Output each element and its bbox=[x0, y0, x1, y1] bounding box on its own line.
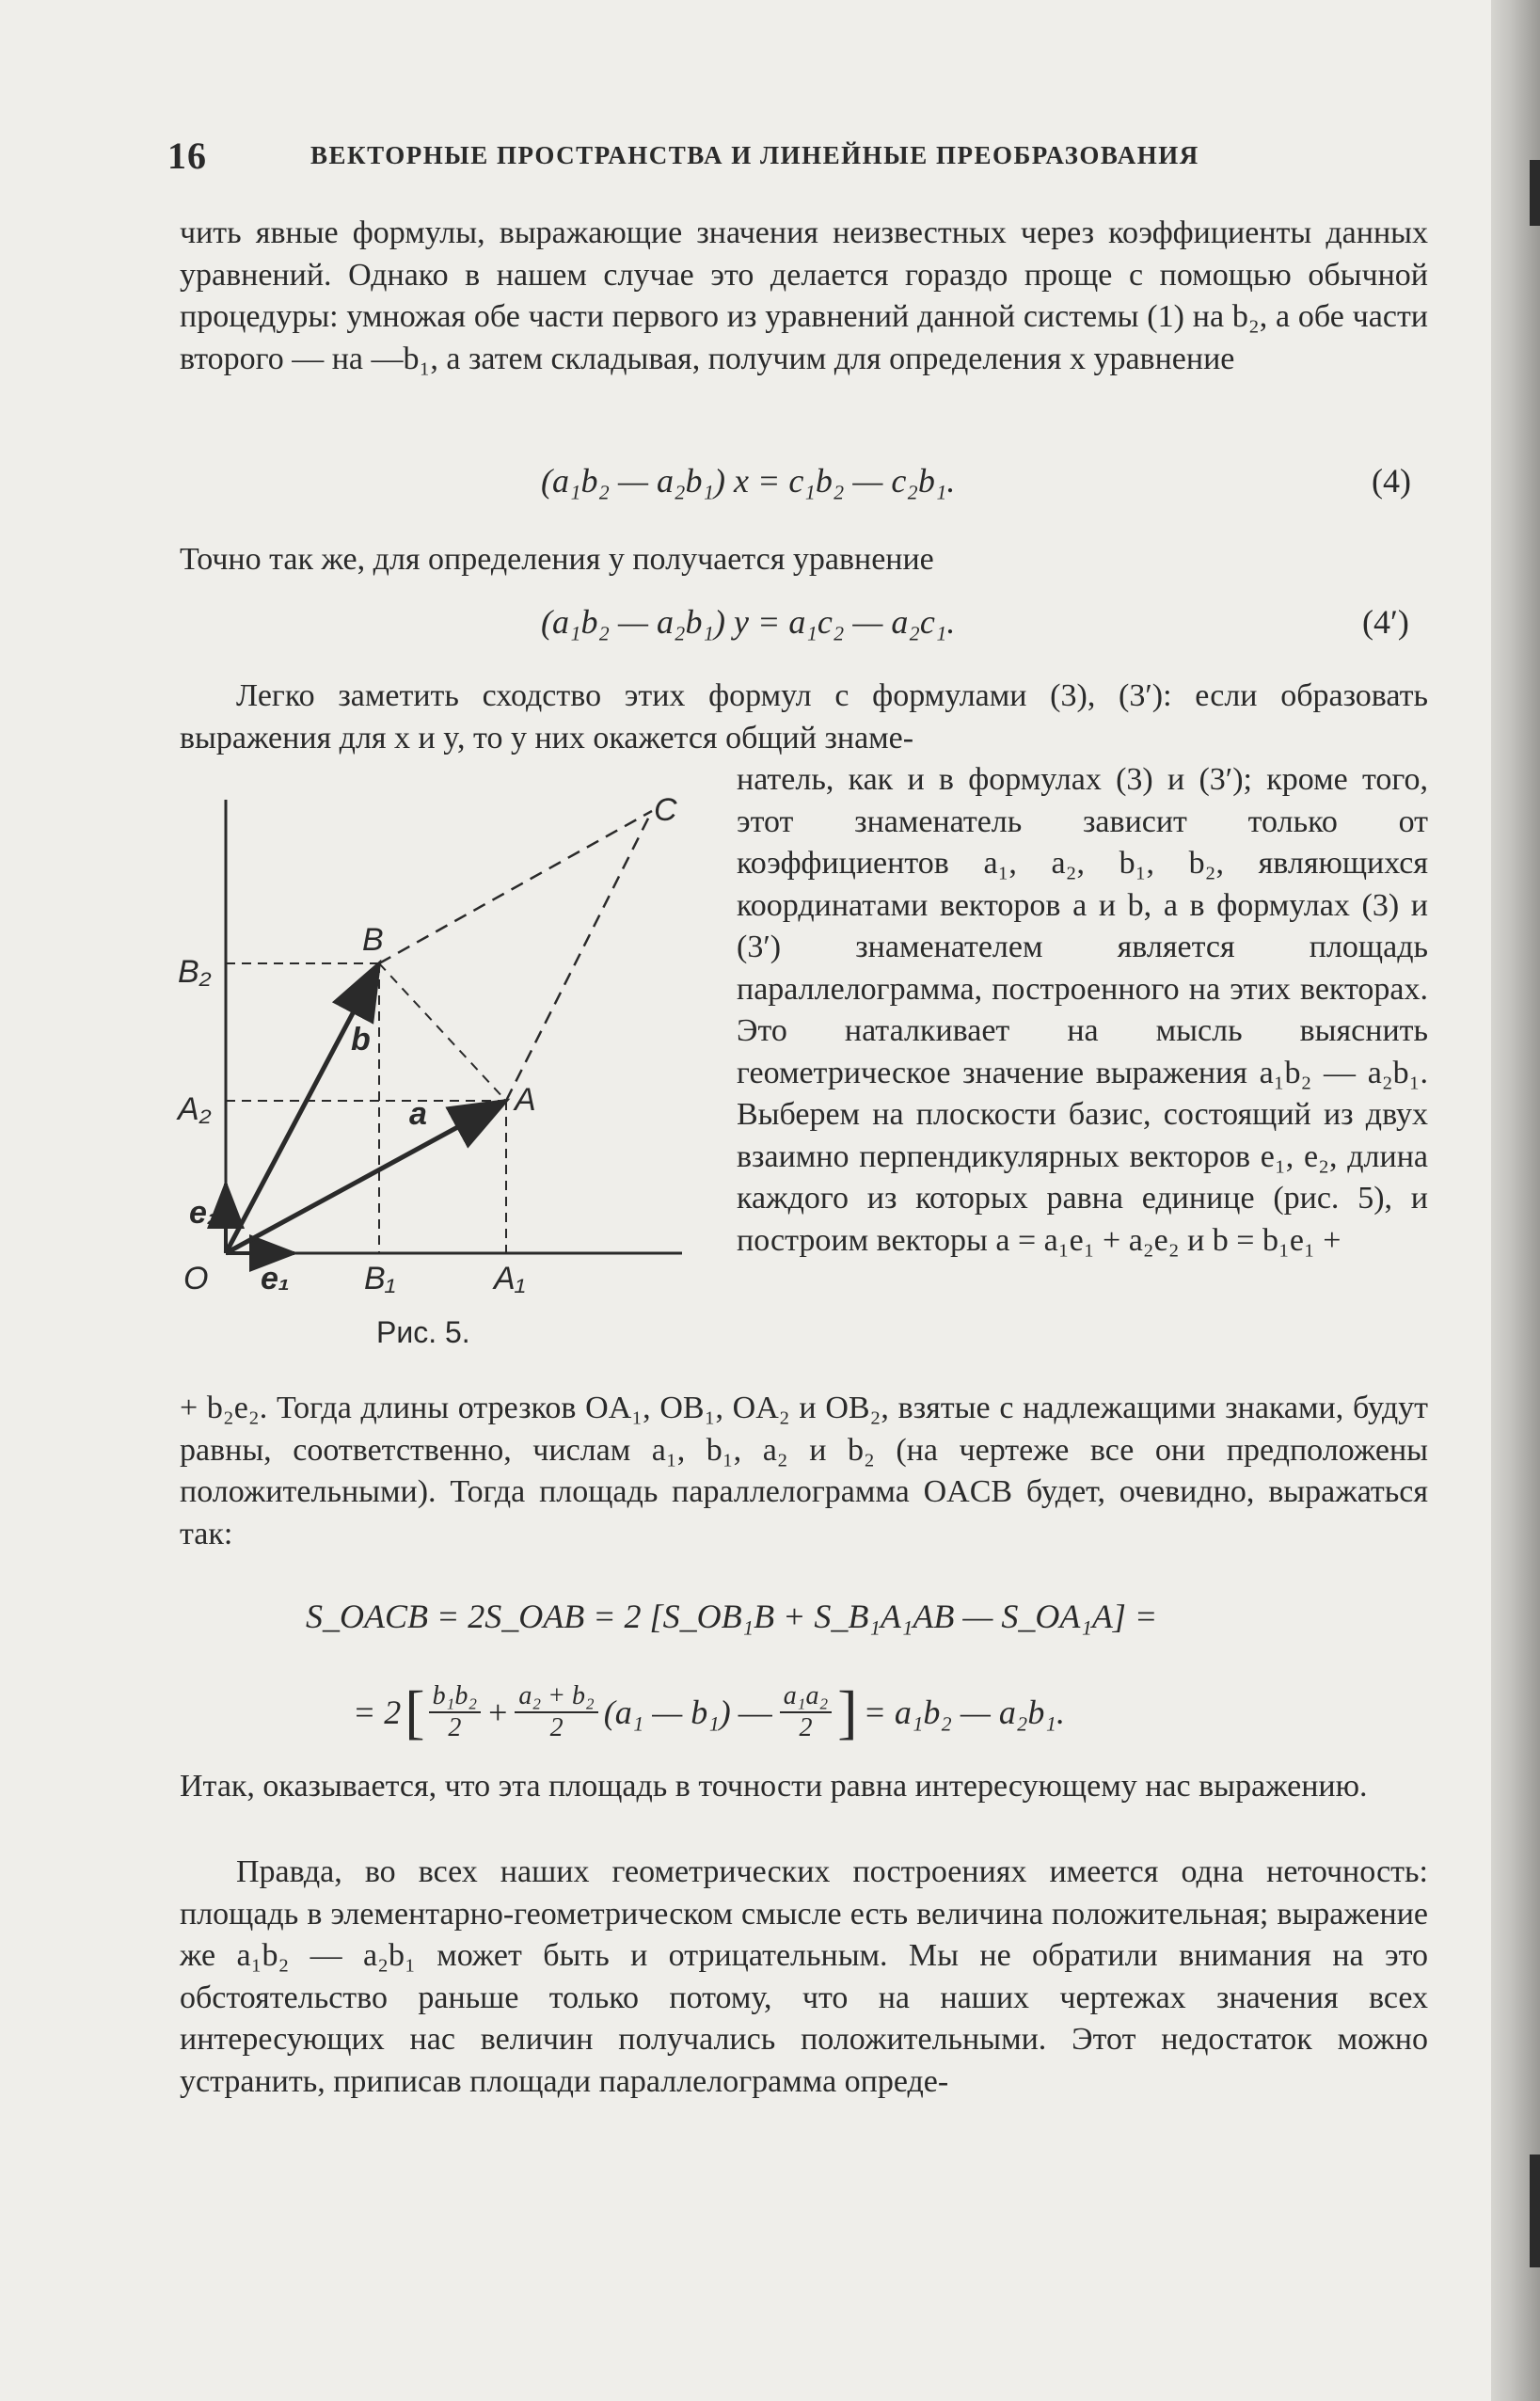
page-edge bbox=[1491, 0, 1540, 2401]
label-e1: e₁ bbox=[261, 1261, 290, 1296]
page-number: 16 bbox=[167, 135, 207, 177]
figure-caption: Рис. 5. bbox=[376, 1315, 470, 1349]
label-e2: e₂ bbox=[189, 1195, 219, 1231]
fraction-numerator: a₂ + b₂ bbox=[515, 1681, 597, 1713]
edge-mark bbox=[1530, 2155, 1540, 2267]
area-result: = a₁b₂ — a₂b₁. bbox=[863, 1693, 1065, 1731]
area-prefix: = 2 bbox=[353, 1693, 402, 1731]
page-header bbox=[167, 134, 1428, 175]
paragraph: Точно так же, для определения y получается уравнение bbox=[180, 542, 934, 577]
fraction bbox=[780, 1681, 832, 1743]
equation-number: (4′) bbox=[1362, 603, 1409, 641]
fraction-numerator: b₁b₂ bbox=[429, 1681, 481, 1713]
equation-4-prime: (a₁b₂ — a₂b₁) y = a₁c₂ — a₂c₁. bbox=[541, 603, 956, 641]
label-B2: B₂ bbox=[178, 954, 212, 990]
edge-mark bbox=[1530, 160, 1540, 226]
fraction bbox=[515, 1681, 597, 1743]
label-O: O bbox=[183, 1261, 209, 1296]
fraction-denominator: 2 bbox=[799, 1713, 813, 1742]
paragraph: Легко заметить сходство этих формул с формулами (3), (3′): если образовать выражения для x и y, то у них окажется общий знаме- bbox=[180, 678, 1428, 755]
equation-number: (4) bbox=[1372, 462, 1411, 500]
label-B1: B₁ bbox=[364, 1261, 396, 1296]
area-equation-line2: = 2 [ $\frac{\text{b₁b₂}}{2}$ + $\frac{\text{a₂ + b₂}}{2}$ (a₁ — b₁) — $\frac{\text{a₁a₂}}{2}$ ] = a₁b₂ — a₂b₁. bbox=[353, 1678, 1065, 1745]
area-factor: (a₁ — b₁) bbox=[603, 1693, 731, 1731]
side-BC bbox=[379, 811, 652, 963]
area-equation-line1: S_OACB = 2S_OAB = 2 [S_OB₁B + S_B₁A₁AB — S_OA₁A] = bbox=[306, 1598, 1158, 1635]
label-a: a bbox=[409, 1096, 427, 1132]
label-A2: A₂ bbox=[178, 1091, 212, 1127]
fraction bbox=[429, 1681, 481, 1743]
paragraph-wrapped: натель, как и в формулах (3) и (3′); кроме того, этот знаменатель зависит только от коэффициентов a₁, a₂, b₁, b₂, являющихся координатами векторов a и b, а в формулах (3) и (3′) знаменателем является площадь параллелограмма, построенного на этих векторах. Это наталкивает на мысль выяснить геометрическое значение выражения a₁b₂ — a₂b₁. Выберем на плоскости базис, состоящий из двух взаимно перпендикулярных векторов e₁, e₂, длина каждого из которых равна единице (рис. 5), и построим векторы a = a₁e₁ + a₂e₂ и b = b₁e₁ + bbox=[737, 762, 1428, 1258]
running-title: ВЕКТОРНЫЕ ПРОСТРАНСТВА И ЛИНЕЙНЫЕ ПРЕОБРАЗОВАНИЯ bbox=[310, 141, 1199, 169]
label-C: C bbox=[654, 792, 677, 828]
fraction-denominator: 2 bbox=[448, 1713, 462, 1742]
paragraph: + b₂e₂. Тогда длины отрезков OA₁, OB₁, OA₂ и OB₂, взятые с надлежащими знаками, будут равны, соответственно, числам a₁, b₁, a₂ и b₂ (на чертеже все они предположены положительными). Тогда площадь параллелограмма OACB будет, очевидно, выражаться так: bbox=[180, 1391, 1428, 1551]
paragraph: Правда, во всех наших геометрических построениях имеется одна неточность: площадь в элементарно-геометрическом смысле есть величина положительная; выражение же a₁b₂ — a₂b₁ может быть и отрицательным. Мы не обратили внимания на это обстоятельство раньше только потому, что на наших чертежах значения всех интересующих нас величин получались положительными. Этот недостаток можно устранить, приписав площади параллелограмма опреде- bbox=[180, 1854, 1428, 2099]
figure-5 bbox=[178, 790, 710, 1317]
label-A1: A₁ bbox=[494, 1261, 526, 1296]
side-AC bbox=[506, 811, 652, 1101]
fraction-numerator: a₁a₂ bbox=[780, 1681, 832, 1713]
equation-4: (a₁b₂ — a₂b₁) x = c₁b₂ — c₂b₁. bbox=[541, 462, 956, 500]
paragraph: Итак, оказывается, что эта площадь в точности равна интересующему нас выражению. bbox=[180, 1769, 1368, 1804]
paragraph: чить явные формулы, выражающие значения неизвестных через коэффициенты данных уравнений. Однако в нашем случае это делается гораздо проще с помощью обычной процедуры: умножая обе части первого из уравнений данной системы (1) на b₂, а обе части второго — на —b₁, а затем складывая, получим для определения x уравнение bbox=[180, 215, 1428, 376]
diagonal-AB bbox=[379, 963, 506, 1101]
label-A: A bbox=[515, 1082, 536, 1118]
label-B: B bbox=[362, 922, 384, 958]
fraction-denominator: 2 bbox=[549, 1713, 564, 1742]
label-b: b bbox=[351, 1022, 371, 1057]
